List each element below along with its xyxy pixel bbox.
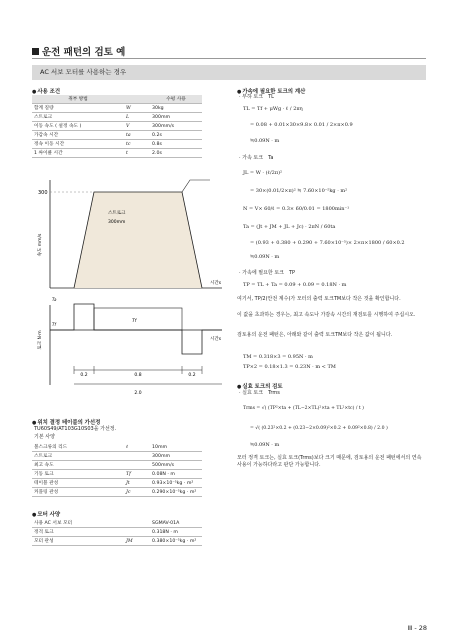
cell bbox=[124, 452, 150, 461]
cell: 2.0s bbox=[150, 149, 202, 158]
table-row bbox=[32, 113, 202, 122]
cell: 정격 토크 bbox=[32, 528, 124, 537]
cell: 500mm/s bbox=[150, 461, 202, 470]
cell: 0.2s bbox=[150, 131, 202, 140]
cell: 0.290×10⁻⁵kg · m² bbox=[150, 488, 202, 497]
cell: 0.8s bbox=[150, 140, 202, 149]
header-cell bbox=[124, 95, 150, 104]
table-row bbox=[32, 452, 202, 461]
cell: 0.318N · m bbox=[150, 528, 202, 537]
need-torque-heading: · 가속에 필요한 토크 TP bbox=[239, 270, 296, 276]
stroke-value: 300mm bbox=[108, 220, 126, 225]
speed-tick-300: 300 bbox=[38, 190, 48, 196]
motor-title: ● 모터 사양 bbox=[32, 510, 60, 518]
cell: L bbox=[124, 113, 150, 122]
paragraph-1: 여기서, TP/2(안전 계수)가 모터의 출력 토크TM보다 작은 것을 확인합니다. bbox=[237, 296, 401, 302]
table-row bbox=[32, 131, 202, 140]
cell: Jt bbox=[124, 479, 150, 488]
guide-model: TU60S49/AT103G10S03을 가선정. bbox=[34, 426, 117, 432]
table-row bbox=[32, 537, 202, 546]
cycle-label: 2.0 bbox=[134, 391, 142, 396]
conditions-table bbox=[32, 95, 202, 158]
cell: 0.380×10⁻⁵kg · m² bbox=[150, 537, 202, 546]
equation-13: Trms = √( (TP²×ta + (TL−2×TL)²×ta + TL²×tc) / t ) bbox=[243, 406, 364, 411]
cell: 가감속 시간 bbox=[32, 131, 124, 140]
speed-profile-extra bbox=[182, 180, 210, 192]
cell: 300mm bbox=[150, 113, 202, 122]
table-row bbox=[32, 122, 202, 131]
paragraph-3: 검토용의 운전 패턴은, 아래와 같이 출력 토크TM보다 작은 값이 됩니다. bbox=[237, 332, 393, 338]
equation-2: = 0.08 + 0.01×30×9.8× 0.01 / 2×π×0.9 bbox=[250, 122, 353, 128]
cell: V bbox=[124, 122, 150, 131]
torque-profile bbox=[50, 304, 222, 354]
cell: 0.08N · m bbox=[150, 470, 202, 479]
speed-time-label: 시간s bbox=[210, 281, 222, 286]
accel-torque-heading: · 가속 토크 Ta bbox=[239, 155, 274, 161]
torque-title: ● 가속에 필요한 토크의 계산 bbox=[237, 87, 305, 95]
page-title bbox=[32, 44, 125, 58]
square-bullet-icon bbox=[32, 48, 39, 55]
section-banner bbox=[32, 65, 426, 80]
stroke-label: 스트로크 bbox=[108, 211, 126, 216]
rms-sub: · 실효 토크 Trms bbox=[239, 390, 280, 396]
title-rule bbox=[32, 58, 426, 59]
table-row bbox=[32, 461, 202, 470]
cell: 스트로크 bbox=[32, 452, 124, 461]
guide-sub: 기본 사양 bbox=[34, 434, 55, 440]
cell: 볼스크류의 리드 bbox=[32, 443, 124, 452]
torque-tf-label: Tf bbox=[132, 319, 137, 324]
cell: tc bbox=[124, 140, 150, 149]
guide-title: ● 위치 결정 테이블의 가선정 bbox=[32, 418, 100, 426]
cell: 최고 속도 bbox=[32, 461, 124, 470]
equation-4: JL = W · (ℓ/2π)² bbox=[243, 170, 283, 176]
torque-axis-label: 토크 N·m bbox=[38, 330, 43, 350]
equation-12: TP×2 = 0.18×1.3 = 0.23N · m < TM bbox=[243, 364, 336, 370]
conditions-title: ● 사용 조건 bbox=[32, 87, 60, 95]
torque-tick-tf: Tf bbox=[52, 322, 56, 327]
cell: 300mm bbox=[150, 452, 202, 461]
equation-7: Ta = (Jt + JM + JL + Jc) · 2πN / 60ta bbox=[243, 224, 336, 230]
table-row bbox=[32, 443, 202, 452]
cell: t bbox=[124, 149, 150, 158]
torque-tf-box bbox=[94, 308, 182, 330]
load-torque-heading: · 부하 토크 TL bbox=[239, 94, 274, 100]
table-row bbox=[32, 470, 202, 479]
segment-decel: 0.2 bbox=[188, 373, 196, 378]
cell: 사용 AC 서보 모터 bbox=[32, 519, 124, 528]
table-row bbox=[32, 479, 202, 488]
cell: SGMAV-01A bbox=[150, 519, 202, 528]
cell bbox=[124, 528, 150, 537]
cell: W bbox=[124, 104, 150, 113]
page-number: Ⅲ - 28 bbox=[407, 624, 427, 632]
cell bbox=[124, 461, 150, 470]
cell: ta bbox=[124, 131, 150, 140]
equation-11: TM = 0.318×3 = 0.95N · m bbox=[243, 354, 313, 360]
equation-6: N = V× 60/ℓ = 0.3× 60/0.01 = 1800min⁻¹ bbox=[243, 206, 350, 212]
segment-constant: 0.8 bbox=[134, 373, 142, 378]
cell: Jc bbox=[124, 488, 150, 497]
header-cell: 취부 방법 bbox=[32, 95, 124, 104]
equation-3: ≒0.09N · m bbox=[250, 138, 280, 144]
table-row bbox=[32, 104, 202, 113]
table-header-row bbox=[32, 95, 202, 104]
equation-10: TP = TL + Ta = 0.09 + 0.09 = 0.18N · m bbox=[243, 282, 347, 288]
table-row bbox=[32, 488, 202, 497]
cell: 정속 이동 시간 bbox=[32, 140, 124, 149]
segment-accel: 0.2 bbox=[80, 373, 88, 378]
velocity-torque-diagram bbox=[32, 170, 232, 400]
equation-5: = 30×(0.01/2×π)² ≒ 7.60×10⁻⁵kg · m² bbox=[250, 188, 348, 194]
cell: 이동 속도 ( 설정 속도 ) bbox=[32, 122, 124, 131]
equation-9: ≒0.09N · m bbox=[250, 254, 280, 260]
torque-tick-ta: Ta bbox=[52, 297, 57, 302]
cell: 커플링 관성 bbox=[32, 488, 124, 497]
table-row bbox=[32, 149, 202, 158]
cell: 모터 관성 bbox=[32, 537, 124, 546]
cell: 300mm/s bbox=[150, 122, 202, 131]
speed-axis-label: 속도 mm/s bbox=[38, 233, 43, 257]
header-cell: 수평 사용 bbox=[150, 95, 202, 104]
paragraph-4: 모터 정격 토크는, 실효 토크(Trms)보다 크기 때문에, 검토용의 운전 패턴에서의 연속 사용이 가능하다라고 판단 가능합니다. bbox=[237, 455, 422, 469]
equation-8: = (0.93 + 0.380 + 0.290 + 7.60×10⁻⁵)× 2×π×1800 / 60×0.2 bbox=[250, 240, 405, 246]
rms-title: ● 실효 토크의 검토 bbox=[237, 382, 283, 390]
table-row bbox=[32, 528, 202, 537]
motor-table bbox=[32, 519, 202, 546]
cell: 1 싸이클 시간 bbox=[32, 149, 124, 158]
cell: 스트로크 bbox=[32, 113, 124, 122]
stroke-area bbox=[74, 192, 202, 288]
cell: JM bbox=[124, 537, 150, 546]
cell: 30kg bbox=[150, 104, 202, 113]
paragraph-2: 이 값을 초과하는 경우는, 최고 속도나 가감속 시간의 재검토를 시행하여 주십시오. bbox=[237, 312, 416, 318]
equation-1: TL = Tf + μWg · ℓ / 2πη bbox=[243, 106, 303, 112]
guide-table bbox=[32, 443, 202, 497]
equation-14: = √( (0.23²×0.2 + (0.23−2×0.09)²×0.2 + 0.09²×0.8) / 2.0 ) bbox=[250, 426, 388, 431]
cell bbox=[124, 519, 150, 528]
cell: 테이블 관성 bbox=[32, 479, 124, 488]
cell: 기동 토크 bbox=[32, 470, 124, 479]
banner-text: AC 서보 모터를 사용하는 경우 bbox=[40, 68, 127, 76]
cell: 0.93×10⁻⁵kg · m² bbox=[150, 479, 202, 488]
cell: 10mm bbox=[150, 443, 202, 452]
cell: 합계 질량 bbox=[32, 104, 124, 113]
torque-time-label: 시간s bbox=[210, 337, 222, 342]
page-title-text: 운전 패턴의 검토 예 bbox=[42, 47, 126, 58]
cell: Tf bbox=[124, 470, 150, 479]
equation-15: ≒0.09N · m bbox=[250, 442, 280, 448]
table-row bbox=[32, 519, 202, 528]
table-row bbox=[32, 140, 202, 149]
cell: ℓ bbox=[124, 443, 150, 452]
